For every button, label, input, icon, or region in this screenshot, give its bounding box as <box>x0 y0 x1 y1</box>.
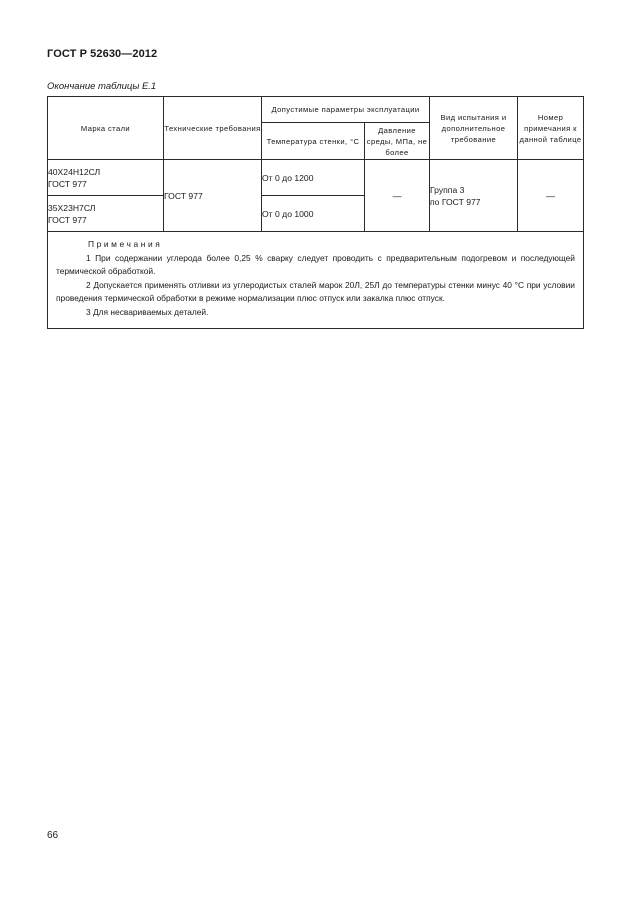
steel-grade-cell <box>48 160 164 196</box>
temperature-cell: От 0 до 1200 <box>262 160 365 196</box>
header-test-type: Вид испытания и дополнительное требование <box>430 97 518 160</box>
steel-grade-standard: ГОСТ 977 <box>48 178 87 189</box>
pressure-cell: — <box>365 160 430 232</box>
header-note-number: Номер примечания к данной таблице <box>518 97 584 160</box>
temperature-cell: От 0 до 1000 <box>262 196 365 232</box>
table-row <box>48 160 584 196</box>
note-number-cell: — <box>518 160 584 232</box>
header-wall-temperature: Температура стенки, °С <box>262 123 365 160</box>
steel-grade-cell <box>48 196 164 232</box>
test-type-cell <box>430 160 518 232</box>
note-item: 3 Для несвариваемых деталей. <box>86 306 209 317</box>
document-code-header: ГОСТ Р 52630—2012 <box>47 48 158 60</box>
test-type-standard: по ГОСТ 977 <box>430 196 481 207</box>
notes-title: Примечания <box>88 239 163 249</box>
test-type-group: Группа 3 <box>430 184 465 195</box>
note-item: 1 При содержании углерода более 0,25 % сварку следует проводить с предварительным подогревом и последующей термической обработкой. <box>56 252 575 277</box>
note-item: 2 Допускается применять отливки из углеродистых сталей марок 20Л, 25Л до температуры стенки минус 40 °С при условии проведения термической обработки в режиме нормализации плюс отпуск или закалка плюс отпуск. <box>56 279 575 304</box>
table-caption: Окончание таблицы Е.1 <box>47 81 157 92</box>
header-operating-params: Допустимые параметры эксплуатации <box>262 97 430 123</box>
steel-grade-standard: ГОСТ 977 <box>48 214 87 225</box>
page-number: 66 <box>47 830 59 841</box>
steel-grade-name: 40Х24Н12СЛ <box>48 166 101 177</box>
header-steel-grade: Марка стали <box>48 97 164 160</box>
table-notes <box>48 232 584 329</box>
tech-requirements-cell: ГОСТ 977 <box>164 160 262 232</box>
steel-grades-table <box>47 96 584 329</box>
steel-grade-name: 35Х23Н7СЛ <box>48 202 96 213</box>
header-pressure: Давление среды, МПа, не более <box>365 123 430 160</box>
header-tech-requirements: Технические требования <box>164 97 262 160</box>
